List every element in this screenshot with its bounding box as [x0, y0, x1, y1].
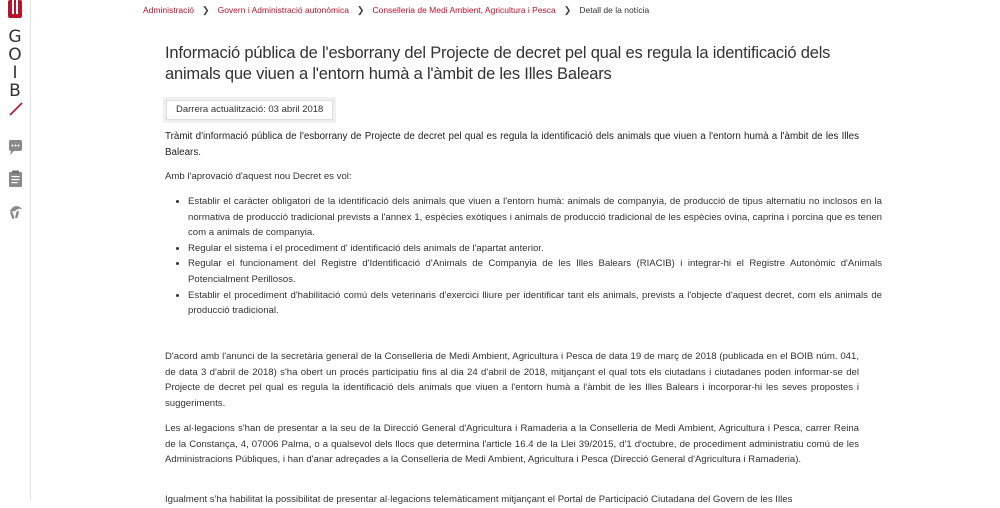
clipboard-icon[interactable] [7, 170, 24, 187]
lead-paragraph: Tràmit d'informació pública de l'esborrany de Projecte de decret pel qual es regula la identificació dels animals que viuen a l'entorn humà a l'àmbit de les Illes Balears. [165, 131, 859, 158]
logo-letter: O [8, 45, 22, 65]
list-item: • Regular el sistema i el procediment d' identificació dels animals de l'apartat anterior. [188, 241, 882, 257]
logo-slash-icon [9, 102, 23, 116]
body-paragraph: Igualment s'ha habilitat la possibilitat de presentar al·legacions telemàticament mitjançant el Portal de Participació Ciutadana del Govern de les Illes [165, 494, 793, 505]
list-item: • Regular el funcionament del Registre d'Identificació d'Animals de Companyia de les Illes Balears (RIACIB) i integrar-hi el Registre Autonòmic d'Animals Potencialment Perillosos. [188, 256, 882, 287]
breadcrumb-link[interactable]: Administració [143, 5, 195, 15]
body-paragraph: Les al·legacions s'han de presentar a la seu de la Direcció General d'Agricultura i Ramaderia a la Conselleria de Medi Ambient, Agricultura i Pesca, carrer Reina de la Constança, 4, 07006 Palma, o a qualsevol dels llocs que determina l'article 16.4 de la Llei 39/2015, d'1 d'octubre, de procediment administratiu comú de les Administracions Públiques, i han d'anar adreçades a la Conselleria de Medi Ambient, Agricultura i Pesca (Direcció General d'Agricultura i Ramaderia). [165, 423, 859, 466]
page-title: Informació pública de l'esborrany del Projecte de decret pel qual es regula la identificació dels animals que viuen a l'entorn humà a l'àmbit de les Illes Balears [165, 44, 831, 83]
logo-letter: I [12, 63, 18, 83]
list-item: • Establir el caràcter obligatori de la identificació dels animals que viuen a l'entorn humà: animals de companyia, de producció de tipus alternatiu no inclosos en la normativa de producció tradicional prevists a l'annex 1, espècies exòtiques i animals de producció tradicional de les espècies ovina, caprina i porcina que es tenen com a animals de companyia. [188, 194, 882, 241]
logo-letter: B [9, 81, 21, 101]
left-rail [0, 0, 31, 500]
logo-letter: G [8, 27, 22, 47]
goib-logo-icon[interactable] [6, 0, 24, 22]
objectives-list [165, 194, 882, 319]
body-paragraph: D'acord amb l'anunci de la secretària general de la Conselleria de Medi Ambient, Agricultura i Pesca de data 19 de març de 2018 (publicada en el BOIB núm. 041, de data 3 d'abril de 2018) s'ha obert un procés participatiu fins al dia 24 d'abril de 2018, mitjançant el qual tots els ciutadans i ciutadanes poden informar-se del Projecte de decret pel qual es regula la identificació dels animals que viuen a l'entorn humà a l'àmbit de les Illes Balears i incorporar-hi les seves propostes i suggeriments. [165, 351, 859, 409]
chat-icon[interactable] [7, 139, 24, 156]
magic-icon[interactable] [7, 203, 24, 220]
intro-text: Amb l'aprovació d'aquest nou Decret es vol: [165, 171, 352, 182]
last-updated-badge: Darrera actualització: 03 abril 2018 [166, 100, 333, 120]
breadcrumb-link[interactable]: Conselleria de Medi Ambient, Agricultura i Pesca [372, 5, 556, 15]
list-item: • Establir el procediment d'habilitació comú dels veterinaris d'exercici lliure per identificar tant els animals, prevists a l'objecte d'aquest decret, com els animals de producció tradicional. [188, 288, 882, 319]
breadcrumb-current: Detall de la notícia [579, 5, 650, 15]
breadcrumb-link[interactable]: Govern i Administració autonòmica [217, 5, 349, 15]
chevron-right-icon: ❯ [202, 5, 210, 15]
breadcrumb [143, 5, 649, 16]
chevron-right-icon: ❯ [563, 5, 572, 15]
chevron-right-icon: ❯ [356, 5, 365, 15]
